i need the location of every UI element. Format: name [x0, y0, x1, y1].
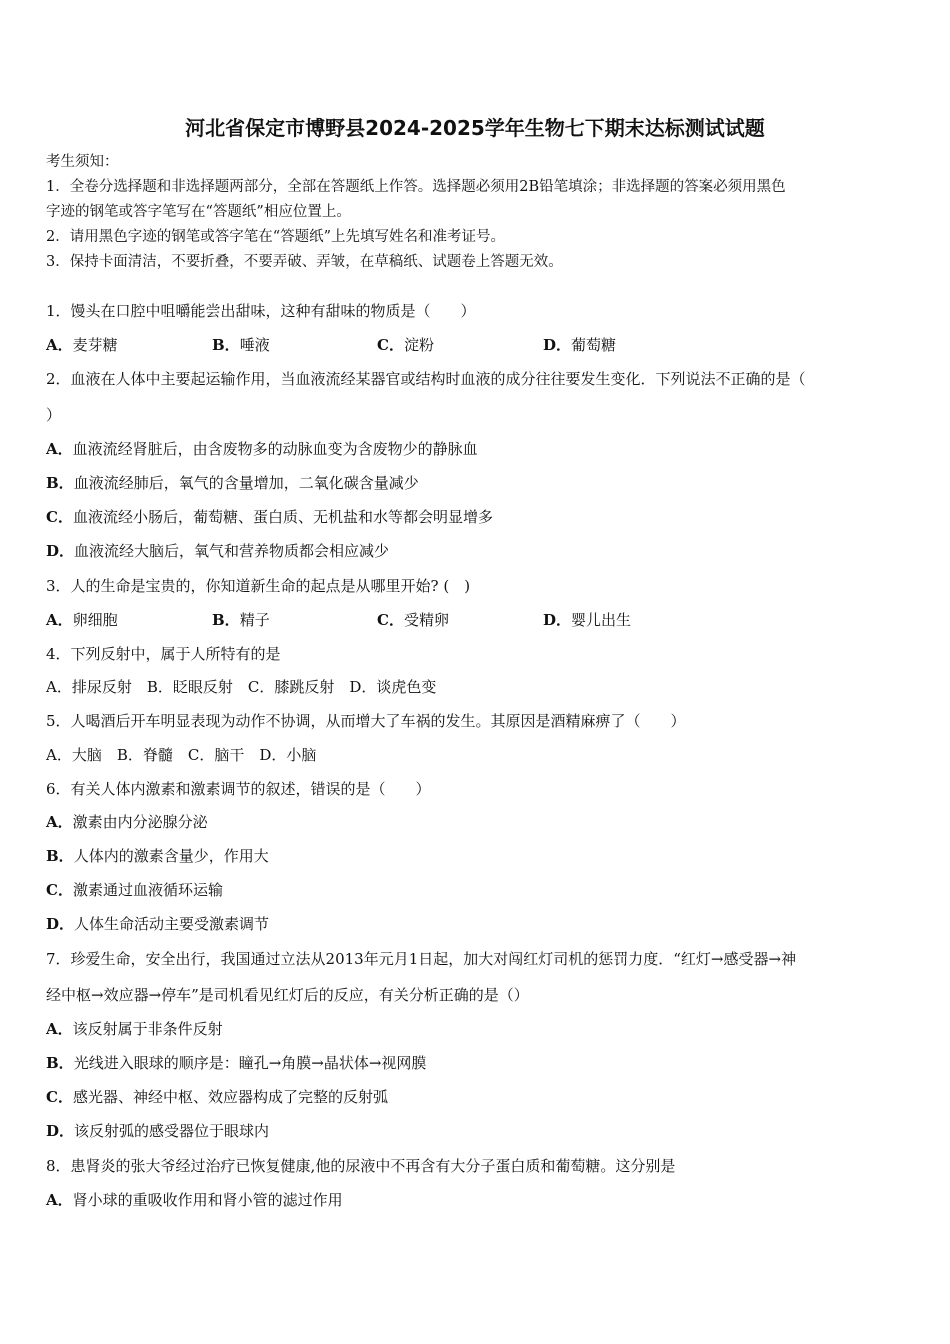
- question-4-stem: 4．下列反射中，属于人所特有的是: [46, 645, 281, 663]
- option-c: C．淀粉: [377, 336, 434, 354]
- option-b: B．人体内的激素含量少，作用大: [46, 847, 269, 865]
- option-d: D．该反射弧的感受器位于眼球内: [46, 1122, 270, 1140]
- question-8-stem: 8．患肾炎的张大爷经过治疗已恢复健康,他的尿液中不再含有大分子蛋白质和葡萄糖。这分别是: [46, 1157, 676, 1175]
- option-b: B．唾液: [212, 336, 270, 354]
- option-c: C．激素通过血液循环运输: [46, 881, 223, 899]
- notice-item: 3．保持卡面清洁，不要折叠，不要弄破、弄皱，在草稿纸、试题卷上答题无效。: [46, 254, 563, 270]
- question-4-options: A．排尿反射 B．眨眼反射 C．膝跳反射 D．谈虎色变: [46, 678, 437, 696]
- option-a: A．血液流经肾脏后，由含废物多的动脉血变为含废物少的静脉血: [46, 440, 478, 458]
- notice-heading: 考生须知：: [46, 154, 119, 170]
- question-3-options: [46, 610, 906, 630]
- option-c: C．感光器、神经中枢、效应器构成了完整的反射弧: [46, 1088, 388, 1106]
- question-5-stem: 5．人喝酒后开车明显表现为动作不协调，从而增大了车祸的发生。其原因是酒精麻痹了（ ）: [46, 712, 686, 730]
- question-1-stem: 1．馒头在口腔中咀嚼能尝出甜味，这种有甜味的物质是（ ）: [46, 302, 476, 320]
- option-b: B．精子: [212, 611, 270, 629]
- page-title: 河北省保定市博野县2024-2025学年生物七下期末达标测试试题: [185, 116, 765, 140]
- option-c: C．受精卵: [377, 611, 449, 629]
- question-2-stem-cont: ）: [46, 406, 62, 424]
- question-5-options: A．大脑 B．脊髓 C．脑干 D．小脑: [46, 746, 317, 764]
- notice-item: 1．全卷分选择题和非选择题两部分，全部在答题纸上作答。选择题必须用2B铅笔填涂；非选择题的答案必须用黑色: [46, 179, 786, 195]
- question-7-stem-cont: 经中枢→效应器→停车”是司机看见红灯后的反应，有关分析正确的是（）: [46, 986, 529, 1004]
- question-7-stem: 7．珍爱生命，安全出行，我国通过立法从2013年元月1日起，加大对闯红灯司机的惩罚力度．“红灯→感受器→神: [46, 950, 797, 968]
- question-1-options: [46, 335, 906, 355]
- option-d: D．葡萄糖: [543, 336, 617, 354]
- option-c: C．血液流经小肠后，葡萄糖、蛋白质、无机盐和水等都会明显增多: [46, 508, 493, 526]
- option-b: B．光线进入眼球的顺序是：瞳孔→角膜→晶状体→视网膜: [46, 1054, 427, 1072]
- option-a: A．该反射属于非条件反射: [46, 1020, 223, 1038]
- option-d: D．婴儿出生: [543, 611, 632, 629]
- option-a: A．麦芽糖: [46, 336, 118, 354]
- question-6-stem: 6．有关人体内激素和激素调节的叙述，错误的是（ ）: [46, 780, 431, 798]
- notice-item: 2．请用黑色字迹的钢笔或答字笔在“答题纸”上先填写姓名和准考证号。: [46, 229, 506, 245]
- question-2-stem: 2．血液在人体中主要起运输作用，当血液流经某器官或结构时血液的成分往往要发生变化．下列说法不正确的是（: [46, 370, 806, 388]
- option-a: A．激素由内分泌腺分泌: [46, 813, 208, 831]
- notice-item: 字迹的钢笔或答字笔写在“答题纸”相应位置上。: [46, 204, 351, 220]
- option-a: A．卵细胞: [46, 611, 118, 629]
- option-d: D．人体生命活动主要受激素调节: [46, 915, 270, 933]
- option-d: D．血液流经大脑后，氧气和营养物质都会相应减少: [46, 542, 390, 560]
- option-b: B．血液流经肺后，氧气的含量增加，二氧化碳含量减少: [46, 474, 419, 492]
- option-a: A．肾小球的重吸收作用和肾小管的滤过作用: [46, 1191, 343, 1209]
- question-3-stem: 3．人的生命是宝贵的，你知道新生命的起点是从哪里开始? ( ): [46, 577, 471, 595]
